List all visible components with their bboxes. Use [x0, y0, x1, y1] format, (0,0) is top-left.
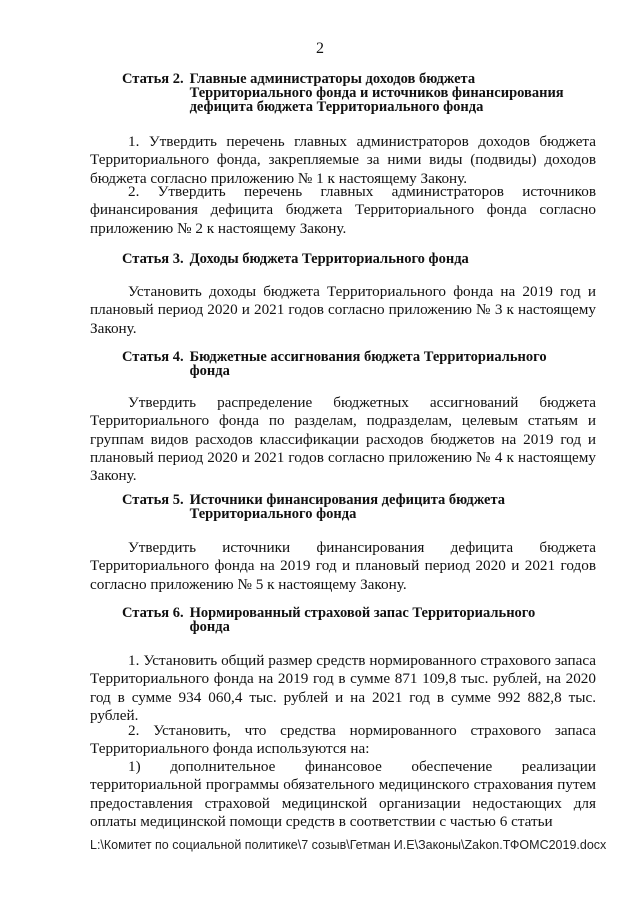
article-2-para-1: 1. Утвердить перечень главных администраторов доходов бюджета Территориального фонда, закрепляемые за ними виды (подвиды) доходов бюджета согласно приложению № 1 к настоящему Закону.: [90, 133, 596, 187]
article-5-heading: [122, 493, 505, 521]
article-title: Главные администраторы доходов бюджета Территориального фонда и источников финансирования дефицита бюджета Территориального фонда: [189, 71, 564, 115]
article-number: Статья 5.: [122, 492, 184, 508]
article-title: Доходы бюджета Территориального фонда: [189, 251, 469, 267]
article-title: Бюджетные ассигнования бюджета Территориального фонда: [189, 349, 547, 379]
article-number: Статья 3.: [122, 251, 184, 267]
article-3-para-1: Установить доходы бюджета Территориального фонда на 2019 год и плановый период 2020 и 2021 годов согласно приложению № 3 к настоящему Закону.: [90, 283, 596, 337]
article-4-heading: [122, 350, 547, 378]
file-path-footer: L:\Комитет по социальной политике\7 созыв\Гетман И.Е\Законы\Zakon.ТФОМС2019.docx: [90, 838, 607, 852]
article-number: Статья 4.: [122, 349, 184, 365]
article-4-para-1: Утвердить распределение бюджетных ассигнований бюджета Территориального фонда по разделам, подразделам, целевым статьям и группам видов расходов классификации расходов бюджетов на 2019 год и плановый период 2020 и 2021 годов согласно приложению № 4 к настоящему Закону.: [90, 394, 596, 485]
article-5-para-1: Утвердить источники финансирования дефицита бюджета Территориального фонда на 2019 год и плановый период 2020 и 2021 годов согласно приложению № 5 к настоящему Закону.: [90, 539, 596, 593]
article-2-para-2: 2. Утвердить перечень главных администраторов источников финансирования дефицита бюджета Территориального фонда согласно приложению № 2 к настоящему Закону.: [90, 183, 596, 237]
article-6-para-2: 2. Установить, что средства нормированного страхового запаса Территориального фонда используются на:: [90, 722, 596, 758]
article-number: Статья 2.: [122, 71, 184, 87]
article-6-para-1: 1. Установить общий размер средств нормированного страхового запаса Территориального фонда на 2019 год в сумме 871 109,8 тыс. рублей, на 2020 год в сумме 934 060,4 тыс. рублей и на 2021 год в сумме 992 882,8 тыс. рублей.: [90, 652, 596, 724]
page-number: 2: [316, 40, 324, 57]
article-6-heading: [122, 606, 535, 634]
article-2-heading: [122, 72, 564, 114]
article-3-heading: [122, 252, 469, 266]
article-6-para-3: 1) дополнительное финансовое обеспечение реализации территориальной программы обязательного медицинского страхования путем предоставления страховой медицинской организации недостающих для оплаты медицинской помощи средств в соответствии с частью 6 статьи: [90, 758, 596, 830]
article-number: Статья 6.: [122, 605, 184, 621]
article-title: Источники финансирования дефицита бюджета Территориального фонда: [189, 492, 506, 522]
article-title: Нормированный страховой запас Территориального фонда: [189, 605, 536, 635]
